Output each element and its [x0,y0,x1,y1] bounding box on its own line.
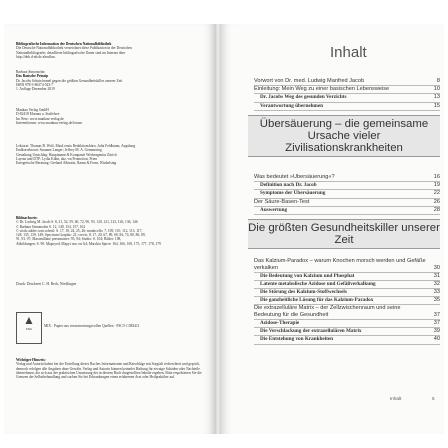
publisher-line: Im Netz: www.mankau-verlag.de [16,116,64,121]
book-title: Das Basische Prinzip [16,74,49,79]
toc-entry[interactable]: Das Kalzium-Paradox – warum Knochen morsch werden und Gefäße verkalken 30 [254,258,440,271]
catalog-info [16,70,206,91]
toc-subentry[interactable]: Symptome der Übersäuerung 22 [254,190,440,198]
credit-line: Endkorrektorat: Susanne Langer; Jeffrey M. A. Gemmering [16,148,102,153]
toc-subentry[interactable]: Dr. Jacobs Weg des gesunden Verzichts 13 [254,94,440,102]
author-name: Barbara Simonsohn [16,70,45,74]
section-banner-acidosis: Übersäuerung – die gemeinsame Ursache vieler Zivilisationskrankheiten [248,115,440,157]
publisher-line: Mankau Verlag GmbH [16,108,49,112]
toc-subentry[interactable]: Azidose-Therapie 37 [254,320,440,328]
toc-entry-foreword[interactable]: Vorwort von Dr. med. Ludwig Manfred Jacob 8 [254,78,440,86]
book-subtitle: Dr. Jacobs Schutzformel gegen die größten Gesundheitskiller unserer Zeit [16,78,123,83]
photo-line: 91, 93, 97; Maximillian/ pressmaster: 93, 94; Studio: S. 104; Bilder: 108, [16,237,122,242]
bib-line: http://dnb.d-nb.de abrufbar. [16,54,56,59]
credit-line: Lektorat: Thomas B. Wolf, MaxLeonis Redaktionsbüro; Julia Feldbaum, Augsburg [16,144,136,148]
toc-subentry[interactable]: Die Bedeutung von Kalzium und Phosphat 31 [254,273,440,281]
toc-subentry[interactable]: Latente metabolische Azidose und Gefäßverkalkung 32 [254,281,440,289]
printer-info: Druck: Druckerei C. H. Beck, Nördlingen [16,282,77,286]
left-page [4,24,216,434]
toc-subentry[interactable]: Die Verschlackung der extrazellulären Matrix 39 [254,328,440,336]
fsc-description: MIX · Papier aus verantwortungsvollen Quellen · FSC® C083411 [44,324,140,328]
notice-text: Verlag und Autorin haben bei der Erstellung dieses Buches Informationen und Ratschläge mit Sorgfalt recherchiert und geprüft, dennoch erfolgen alle Angaben ohne Gewähr. Verlag und Autorin können keinerlei Haftung für etwaige Schäden oder Nachteile übernehmen, die sich aus der praktischen Umsetzung der in diesem Buch dargestellten Inhalte ergeben. Bitte respektieren Sie die Grenzen der Selbstbehandlung und suchen Sie bei Erkrankungen einen erfahrenen Arzt oder Heilpraktiker auf. [16,362,202,380]
toc-part2-section [254,258,440,345]
toc-entry-introduction[interactable]: Einleitung: Mein Weg zu einer basischen Lebensweise 10 [254,86,440,94]
page-number: 5 [432,396,435,401]
publisher-line: D-82418 Murnau a. Staffelsee [16,112,60,117]
toc-title: Inhalt [330,44,367,61]
toc-subentry[interactable]: Die Entstehung von Krankheiten 40 [254,336,440,344]
credit-line: Layout und DTP: Lydia Kühn, akz.-on Promotion, Prien [16,156,98,161]
credit-line: Energetische Beratung: Gerhard Albustin, Raum & Form, Winkelsing [16,161,117,166]
photo-heading: Bildnachweis: [16,216,38,220]
toc-entry[interactable]: Was bedeutet »Übersäuerung«? 16 [254,174,440,182]
toc-intro-section [254,78,440,111]
section-banner-health-killers: Die größten Gesundheitskiller unserer Zeit [248,219,440,249]
publisher-line: Internetforum: www.mankau-verlag.de/forum [16,120,82,125]
credit-line: Gestaltung Umschlag: Hauptmann & Kompanie Werbeagentur Zürich [16,152,117,157]
photo-credits [16,216,206,246]
bib-line: Die Deutsche Nationalbibliothek verzeichnet diese Publikation in der Deutschen [16,46,132,51]
notice-heading: Wichtiger Hinweis: [16,358,46,362]
photo-line: © Barbara Simonsohn S. 12, 149, 154, 157, 162 [16,224,86,229]
publisher-info [16,108,206,125]
fsc-label: FSC [26,327,32,331]
toc-subentry[interactable]: Die ganzheitliche Lösung für das Kalzium-Paradox 35 [254,297,440,305]
fsc-text [44,324,144,328]
fsc-logo [16,312,42,344]
bibliographic-info [16,42,206,59]
credits [16,144,206,165]
photo-line: 128, 135, 139, 149; Spectrum Graphic: 21; crevis: 8, 17, 29, 67, 89, 68, 84, 74, 80, 86, 89, [16,233,146,238]
toc-entry[interactable]: Der Säure-Basen-Test 26 [254,199,440,207]
tree-icon: ▲ [23,313,35,327]
bib-heading: Bibliografische Information der Deutschen Nationalbibliothek [16,42,112,46]
photo-line: © Dr. Ludwig M. Jacob S. 8, 21, 52, 59, 60, 72, 90, 93, 120, 121, 123, 126, 136, 146 [16,220,138,225]
photo-line: Abbildungen: S. 90: Mapoyed; Mapyt raw ow 64; Marchia Spirre: 164, 166, 169, 175, 177, 178, 179 [16,241,161,246]
footer-label: Inhalt [390,396,402,401]
photo-line: © stock.adobe.com soleoil: S. 17, 18, 24, 25, 26; monticello: 7, 109, 110, 112, 113, 117, [16,228,143,233]
toc-entry[interactable]: Die extrazelluläre Matrix – der Zellzwischenraum und seine Bedeutung für die Gesundheit 37 [254,305,440,318]
toc-part1-section [254,174,440,215]
toc-subentry[interactable]: Auswertung 28 [254,207,440,215]
bib-line: Nationalbibliografie; detaillierte bibliografische Daten sind im Internet über [16,50,126,55]
toc-subentry[interactable]: Die Störung des Kalzium-Stoffwechsels 33 [254,289,440,297]
isbn: ISBN 978-3-86374-543-7 [16,82,54,87]
important-notice [16,358,206,379]
toc-subentry[interactable]: Definition nach Dr. Jacob 19 [254,182,440,190]
edition: 1. Auflage Dezember 2019 [16,87,55,92]
toc-subentry[interactable]: Verantwortung übernehmen 15 [254,103,440,111]
